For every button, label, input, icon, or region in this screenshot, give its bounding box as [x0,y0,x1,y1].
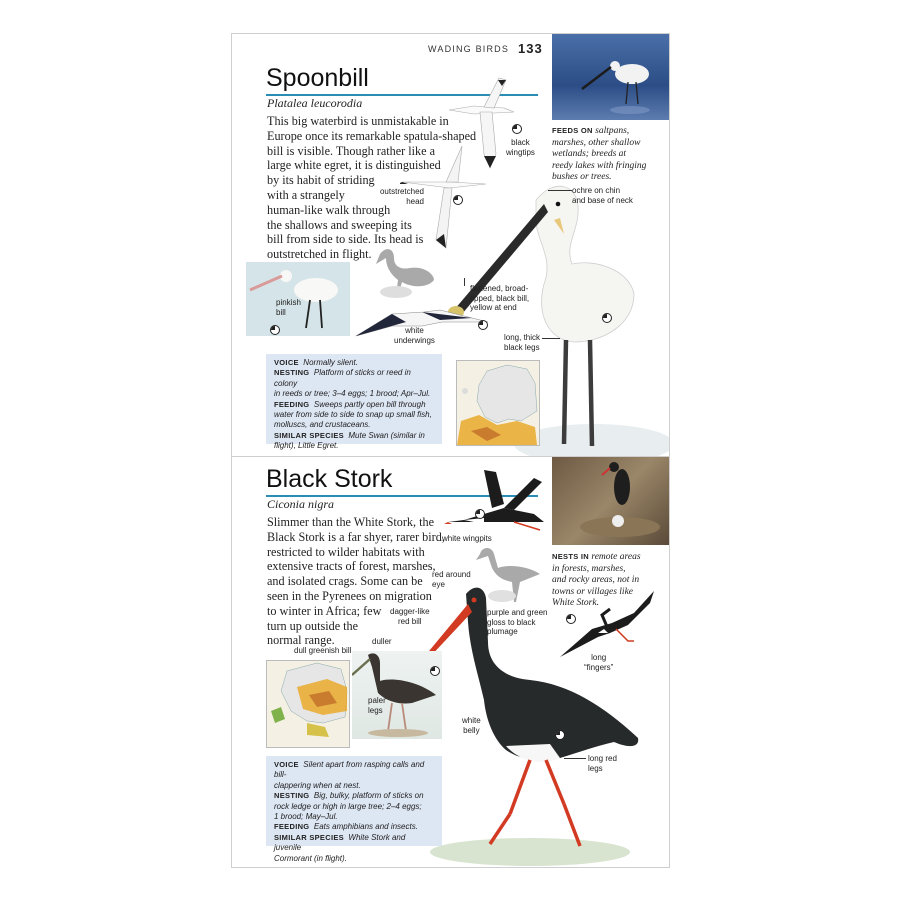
feeds-on-caption: FEEDS ON saltpans, marshes, other shallow wetlands; breeds at reedy lakes with fringing bushes or trees. [552,126,647,182]
juvenile-black-stork-icon [352,651,442,739]
page-number: 133 [518,41,543,56]
range-map-spoonbill [456,360,540,446]
black-stork-juvenile-photo [352,651,442,739]
label-white-belly: white belly [462,716,481,735]
label-outstretched-head: outstretched head [379,187,424,206]
label-white-wingpits: white wingpits [442,534,492,543]
flight-symbol-icon [478,320,488,330]
label-paler-legs: paler legs [368,696,386,715]
running-header: WADING BIRDS [428,44,510,54]
info-box-spoonbill: VOICE Normally silent. NESTING Platform of sticks or reed in colony in reeds or tree; 3–4 eggs; 1 brood; Apr–Jul. FEEDING Sweeps partly open bill through water from side to side to snap up small fish, molluscs, and crustaceans. SIMILAR SPECIES Mute Swan (similar in flight), Little Egret. [266,354,442,444]
annotation-line [542,338,560,339]
latin-name-spoonbill: Platalea leucorodia [267,96,363,110]
label-white-underwings: white underwings [394,326,435,345]
spoonbill-size-silhouette [372,244,442,299]
label-dagger-bill: dagger-like red bill [390,607,430,626]
flight-symbol-icon [270,325,280,335]
latin-name-black-stork: Ciconia nigra [267,497,335,511]
nests-in-caption: NESTS IN remote areas in forests, marshes, and rocky areas, not in towns or villages like White Stork. [552,552,641,608]
flight-symbol-icon [475,509,485,519]
spoonbill-habitat-photo [552,34,669,120]
europe-map-icon [267,661,349,747]
label-long-red-legs: long red legs [588,754,617,773]
field-guide-page [231,33,670,868]
europe-map-icon [457,361,539,445]
black-stork-flight-upper-illustration [444,464,554,536]
black-stork-nest-photo [552,457,669,545]
species-title-black-stork: Black Stork [266,465,393,493]
description-spoonbill: This big waterbird is unmistakable in Europe once its remarkable spatula-shaped bill is visible. Though rather like a large white egret, it is distinguished by its habit of striding with a strangely human-like walk through the shallows and sweeping its bill from side to side. Its head is outstretched in flight. [267,114,477,262]
description-black-stork: Slimmer than the White Stork, the Black Stork is a far shyer, rarer bird, restricted to wilder habitats with extensive tracts of forest, marshes, and isolated crags. Some can be seen in the Pyrenees on migration to winter in Africa; few turn up outside the normal range. [267,515,445,648]
label-red-around-eye: red around eye [432,570,471,589]
flight-symbol-icon [555,730,565,740]
label-duller: duller [372,637,392,646]
annotation-line [564,758,586,759]
range-map-black-stork [266,660,350,748]
stork-on-nest-photo-icon [552,457,669,545]
flight-symbol-icon [602,313,612,323]
info-box-black-stork: VOICE Silent apart from rasping calls and bill- clappering when at nest. NESTING Big, bulky, platform of sticks on rock ledge or high in large tree; 2–4 eggs; 1 brood; May–Jul. FEEDING Eats amphibians and insects. SIMILAR SPECIES White Stork and juvenile Cormorant (in flight). [266,756,442,846]
wading-spoonbill-photo-icon [552,34,669,120]
label-long-fingers: long “fingers” [584,653,614,672]
label-ochre-chin: ochre on chin and base of neck [572,186,633,205]
label-flattened-bill: flattened, broad- tipped, black bill, yellow at end [470,284,530,312]
label-black-wingtips: black wingtips [506,138,535,157]
black-stork-standing-illustration [410,582,650,866]
label-dull-greenish-bill: dull greenish bill [294,646,352,655]
label-pinkish-bill: pinkish bill [276,298,301,317]
annotation-line [548,190,572,191]
annotation-line [464,278,465,286]
label-plumage-gloss: purple and green gloss to black plumage [487,608,548,636]
flight-symbol-icon [512,124,522,134]
species-title-spoonbill: Spoonbill [266,64,369,92]
flight-symbol-icon [430,666,440,676]
label-black-legs: long, thick black legs [504,333,541,352]
